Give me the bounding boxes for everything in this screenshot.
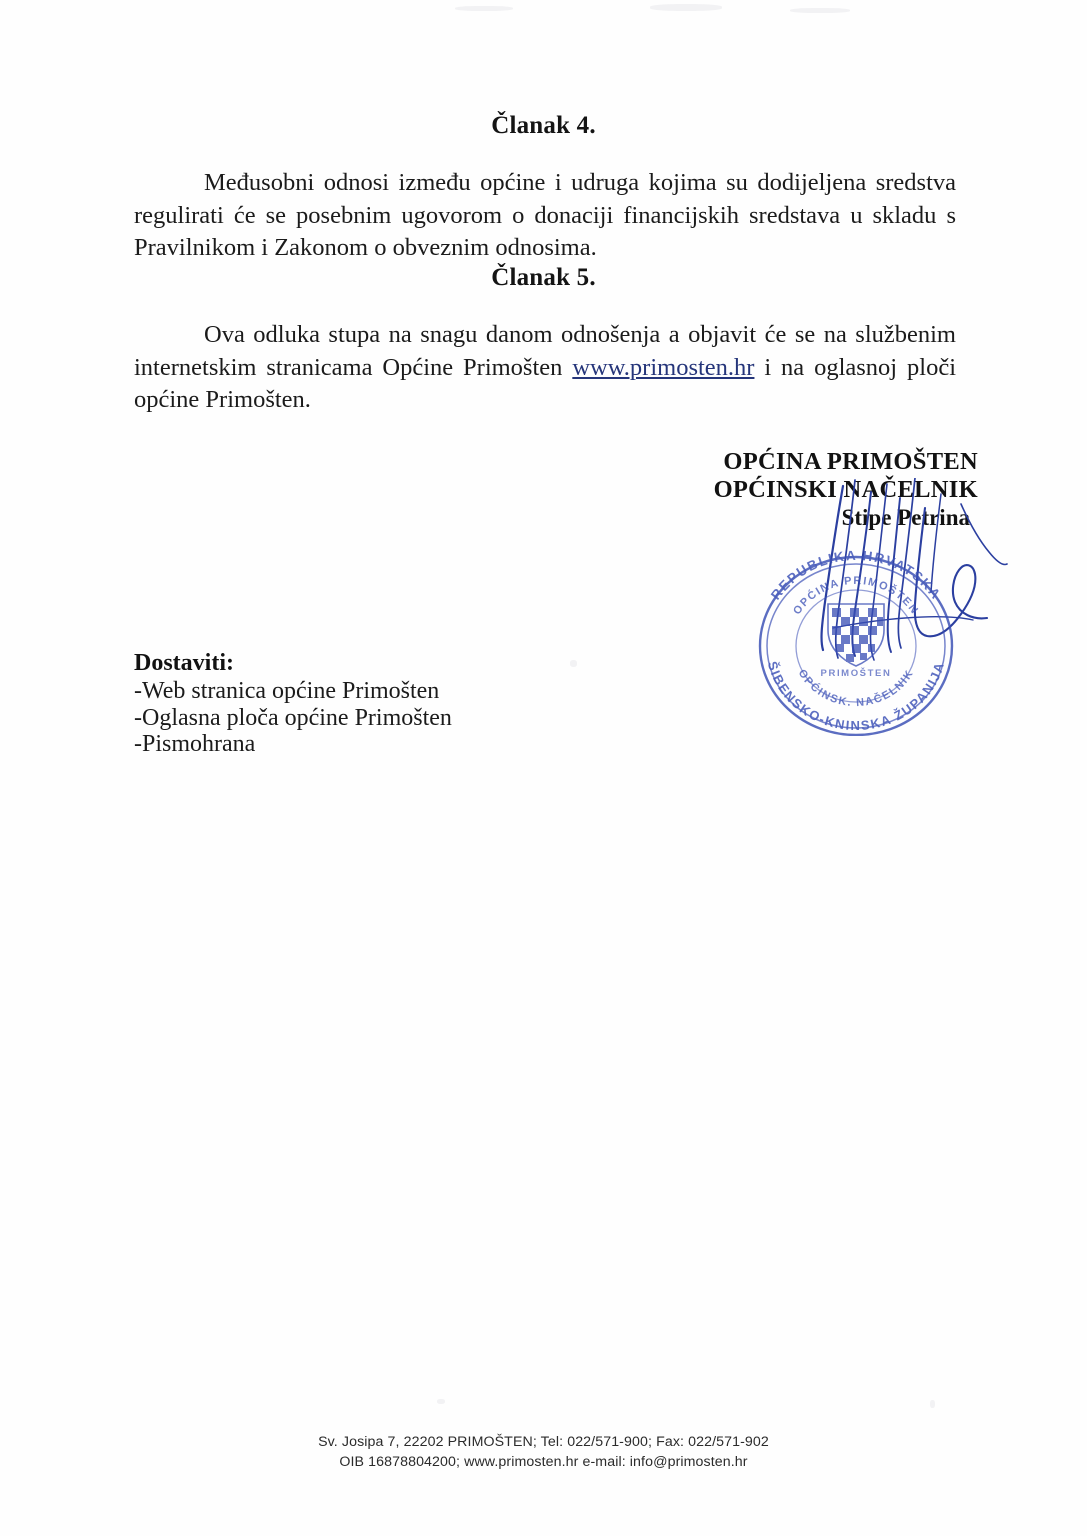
stamp-outer-bottom-text: ŠIBENSKO-KNINSKA ŽUPANIJA	[764, 659, 948, 733]
article-5-heading: Članak 5.	[491, 264, 596, 291]
svg-text:ŠIBENSKO-KNINSKA ŽUPANIJA	[765, 660, 947, 733]
stamp-outer-top-text: REPUBLIKA HRVATSKA	[767, 548, 945, 603]
delivery-block	[134, 648, 554, 758]
scan-artifact	[930, 1400, 935, 1408]
scan-artifact	[455, 6, 513, 11]
stamp-center-label: PRIMOŠTEN	[820, 668, 892, 679]
svg-text:REPUBLIKA HRVATSKA	[768, 548, 944, 603]
scan-artifact	[437, 1399, 445, 1404]
signature-name: Stipe Petrina	[841, 505, 970, 530]
primosten-website-link[interactable]: www.primosten.hr	[572, 353, 755, 381]
page-footer	[0, 1432, 1087, 1472]
article-4-heading: Članak 4.	[491, 112, 596, 139]
article-4-paragraph: Međusobni odnosi između općine i udruga kojima su dodijeljena sredstva regulirati će se posebnim ugovorom o donaciji financijskih sredstava u skladu s Pravilnikom i Zakonom o obveznim odnosima.	[134, 169, 956, 261]
stamp-coat-of-arms	[828, 604, 884, 666]
delivery-item-board: -Oglasna ploča općine Primošten	[134, 704, 452, 731]
delivery-title: Dostaviti:	[134, 650, 234, 676]
signature-block	[610, 448, 978, 532]
signature-organization: OPĆINA PRIMOŠTEN	[723, 448, 978, 475]
svg-text:OPĆINSK. NAČELNIK	[796, 667, 917, 709]
article-5-paragraph	[134, 319, 956, 417]
svg-text:OPĆINA PRIMOŠTEN	[791, 575, 921, 617]
scan-artifact	[790, 8, 850, 13]
footer-address-line: Sv. Josipa 7, 22202 PRIMOŠTEN; Tel: 022/571-900; Fax: 022/571-902	[318, 1434, 769, 1450]
scan-artifact	[570, 660, 577, 667]
stamp-inner-top-text: OPĆINA PRIMOŠTEN	[791, 574, 921, 618]
stamp-inner-bottom-text: OPĆINSK. NAČELNIK	[795, 667, 917, 710]
footer-contact-line: OIB 16878804200; www.primosten.hr e-mail: info@primosten.hr	[339, 1454, 748, 1470]
article-5-text-after-link: i na oglasnoj ploči općine Primošten.	[134, 353, 956, 413]
signature-title: OPĆINSKI NAČELNIK	[713, 476, 978, 503]
article-5-text-before-link: Ova odluka stupa na snagu danom odnošenja a objavit će se na službenim internetskim stranicama Općine Primošten	[134, 321, 956, 381]
delivery-item-archive: -Pismohrana	[134, 731, 256, 757]
official-round-stamp	[742, 548, 970, 736]
scan-artifact	[650, 4, 722, 11]
delivery-item-web: -Web stranica općine Primošten	[134, 678, 440, 704]
